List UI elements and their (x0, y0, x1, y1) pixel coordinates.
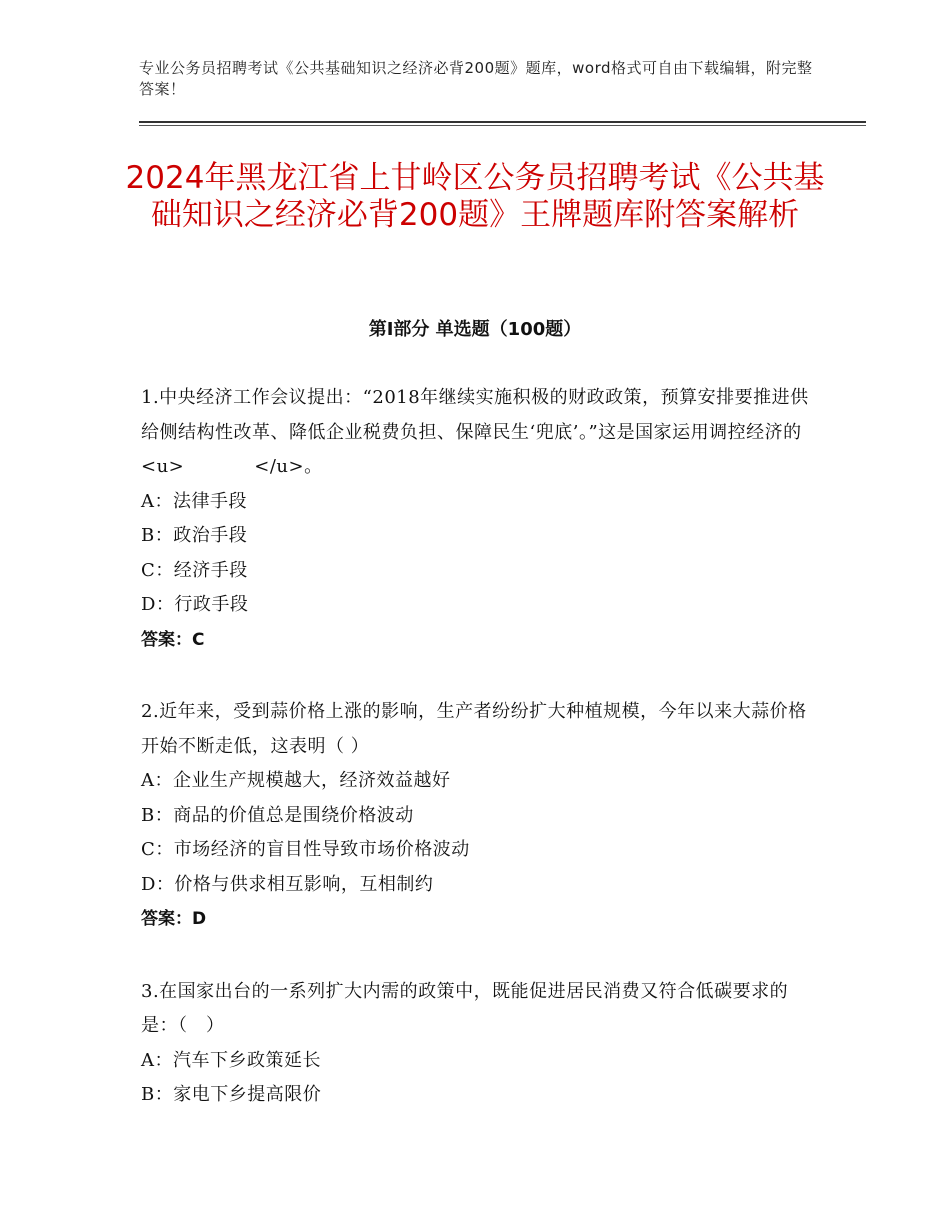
option-b: B：商品的价值总是围绕价格波动 (141, 804, 414, 826)
question-3 (141, 975, 811, 1113)
option-a: A：企业生产规模越大，经济效益越好 (141, 770, 451, 791)
option-b: B：政治手段 (141, 525, 248, 546)
option-c: C：市场经济的盲目性导致市场价格波动 (141, 839, 470, 860)
question-1 (141, 381, 811, 657)
option-c: C：经济手段 (141, 559, 248, 581)
option-a: A：法律手段 (141, 490, 247, 512)
header-divider-thick (139, 121, 866, 123)
section-heading: 第Ⅰ部分 单选题（100题） (368, 319, 582, 340)
question-stem-text: 1.中央经济工作会议提出：“2018年继续实施积极的财政政策，预算安排要推进供给侧结构性改革、降低企业税费负担、保障民生‘兜底’。”这是国家运用调控经济的<u> (141, 387, 809, 477)
question-2 (141, 695, 811, 937)
header-note: 专业公务员招聘考试《公共基础知识之经济必背200题》题库，word格式可自由下载编辑，附完整答案！ (139, 59, 813, 98)
option-a: A：汽车下乡政策延长 (141, 1049, 321, 1071)
question-stem-tail: </u>。 (254, 456, 323, 477)
question-stem: 3.在国家出台的一系列扩大内需的政策中，既能促进居民消费又符合低碳要求的是：（ ） (141, 980, 789, 1036)
header-divider-thin (139, 125, 866, 126)
document-title: 2024年黑龙江省上甘岭区公务员招聘考试《公共基础知识之经济必背200题》王牌题库附答案解析 (125, 160, 825, 233)
answer-line: 答案：D (141, 909, 207, 929)
question-list (141, 381, 811, 1151)
question-stem: 2.近年来，受到蒜价格上涨的影响，生产者纷纷扩大种植规模，今年以来大蒜价格开始不断走低，这表明（ ） (141, 701, 807, 757)
answer-line: 答案：C (141, 629, 205, 650)
option-b: B：家电下乡提高限价 (141, 1084, 322, 1105)
question-stem (141, 381, 811, 485)
option-d: D：行政手段 (141, 594, 249, 615)
option-d: D：价格与供求相互影响，互相制约 (141, 873, 434, 895)
